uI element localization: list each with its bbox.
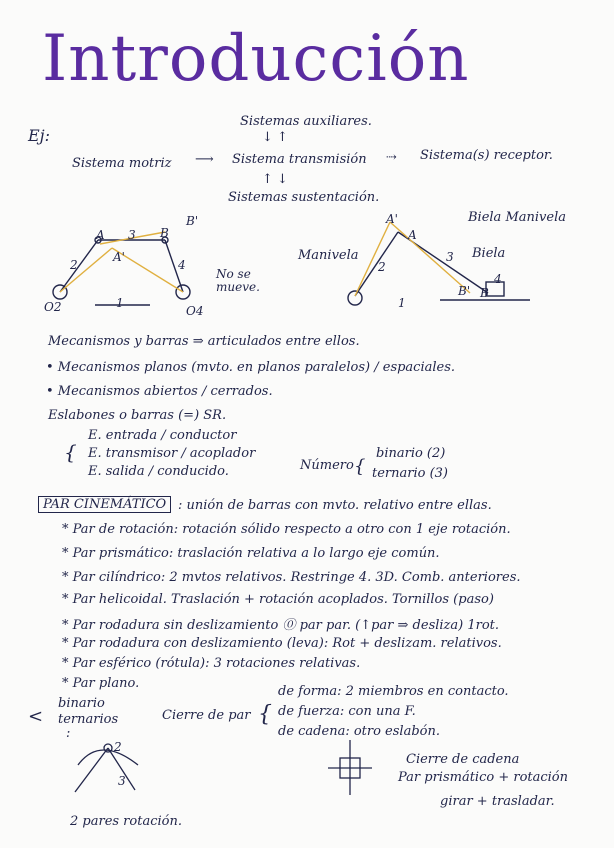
label-B-r: B [480,286,489,300]
label-A: A [96,228,105,242]
ej-label: Ej: [28,126,51,145]
pares-rotacion: 2 pares rotación. [70,814,182,829]
label-B-prime: B' [186,214,199,228]
cierre-forma: de forma: 2 miembros en contacto. [278,684,509,699]
label-4-r: 4 [494,272,502,286]
par-item: * Par helicoidal. Traslación + rotación acoplados. Tornillos (paso) [62,592,494,607]
eslabon-salida: E. salida / conducido. [88,464,229,479]
numero-ternario: ternario (3) [372,466,449,481]
girar-trasladar: girar + trasladar. [440,794,555,809]
label-B: B [160,226,169,240]
label-2: 2 [70,258,78,272]
par-item: * Par plano. [62,676,140,691]
label-1: 1 [116,296,124,310]
brace-icon: < [28,706,44,727]
eslabon-entrada: E. entrada / conductor [88,428,237,443]
label-B-prime-r: B' [458,284,471,298]
cierre-cadena: de cadena: otro eslabón. [278,724,440,739]
par-item: * Par rodadura sin deslizamiento ⓪ par par. (↑par ⇒ desliza) 1rot. [62,618,500,633]
label-3-b: 3 [118,774,126,788]
label-2-b: 2 [114,740,122,754]
line-abiertos: • Mecanismos abiertos / cerrados. [46,384,273,399]
cierre-ternarios: ternarios [58,712,119,727]
brace-icon: { [354,456,366,477]
cierre-binario: binario [58,696,105,711]
cierre-dots: : [66,726,71,741]
arrow-updown-icon: ↑ ↓ [262,172,288,187]
par-item: * Par esférico (rótula): 3 rotaciones relativas. [62,656,361,671]
label-3-r: 3 [446,250,454,264]
page-title: Introducción [42,22,470,96]
line-planos: • Mecanismos planos (mvto. en planos paralelos) / espaciales. [46,360,456,375]
numero-label: Número [300,458,354,473]
label-2-r: 2 [378,260,386,274]
numero-binario: binario (2) [376,446,446,461]
par-item: * Par prismático: traslación relativa a lo largo eje común. [62,546,440,561]
brace-icon: { [258,702,272,727]
biela-manivela-title: Biela Manivela [468,210,566,225]
flow-sust: Sistemas sustentación. [228,190,380,205]
par-item: * Par rodadura con deslizamiento (leva): Rot + deslizam. relativos. [62,636,502,651]
label-O2: O2 [44,300,62,314]
flow-recep: Sistema(s) receptor. [420,148,553,163]
flow-motriz: Sistema motriz [72,156,172,171]
par-item: * Par cilíndrico: 2 mvtos relativos. Restringe 4. 3D. Comb. anteriores. [62,570,521,585]
label-4: 4 [178,258,186,272]
line-mecanismos: Mecanismos y barras ⇒ articulados entre ellos. [48,334,360,349]
label-biela: Biela [472,246,506,261]
par-cinematico-box: PAR CINEMÁTICO [38,496,171,513]
brace-icon: { [64,440,77,464]
label-manivela: Manivela [298,248,359,263]
par-cinematico-def: : unión de barras con mvto. relativo entre ellas. [178,498,492,513]
arrow-updown-icon: ↓ ↑ [262,130,288,145]
par-item: * Par de rotación: rotación sólido respecto a otro con 1 eje rotación. [62,522,511,537]
label-A-prime: A' [113,250,125,264]
arrow-right-icon: ⟶ [195,152,214,167]
flow-aux: Sistemas auxiliares. [240,114,372,129]
line-eslabones: Eslabones o barras (=) SR. [48,408,227,423]
cierre-label: Cierre de par [162,708,251,723]
note-no-se-mueve: No se mueve. [216,267,260,294]
label-O4: O4 [186,304,204,318]
cierre-fuerza: de fuerza: con una F. [278,704,416,719]
par-prismatico-rotacion: Par prismático + rotación [398,770,569,785]
arrow-right-icon: ⇢ [386,150,397,165]
label-1-r: 1 [398,296,406,310]
label-3: 3 [128,228,136,242]
cierre-de-cadena: Cierre de cadena [406,752,520,767]
eslabon-transmisor: E. transmisor / acoplador [88,446,256,461]
label-A-prime-r: A' [386,212,398,226]
flow-trans: Sistema transmisión [232,152,367,167]
label-A-r: A [408,228,417,242]
